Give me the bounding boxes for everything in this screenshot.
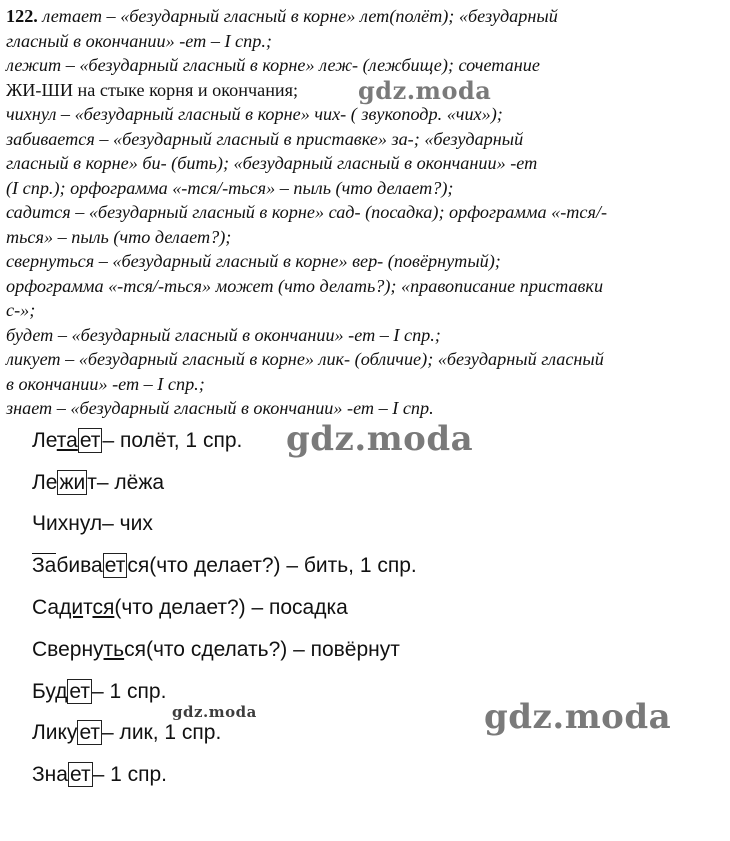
analysis-note: (что делает?) – бить, 1 спр. bbox=[149, 554, 417, 578]
word-analysis bbox=[32, 638, 146, 662]
postfix-part: ся bbox=[124, 637, 146, 661]
ending-box: ет bbox=[79, 428, 101, 452]
ending-part: т bbox=[83, 596, 93, 620]
text-line-6 bbox=[6, 127, 726, 152]
word-analysis bbox=[32, 680, 92, 704]
analysis-row bbox=[32, 504, 722, 546]
text-line-17 bbox=[6, 396, 726, 421]
word-analysis bbox=[32, 429, 102, 453]
line-text: забивается – «безударный гласный в приставке» за-; «безударный bbox=[6, 128, 524, 149]
suffix-part: рну bbox=[69, 637, 104, 661]
line-text: ликует – «безударный гласный в корне» лик- (обличие); «безударный гласный bbox=[6, 349, 604, 369]
line-text: знает – «безударный гласный в окончании» -ет – I спр. bbox=[6, 398, 434, 418]
ending-part: л bbox=[89, 512, 103, 536]
word-analysis bbox=[32, 512, 102, 536]
line-text: (I спр.); орфограмма «-тся/-ться» – пыль (что делает?); bbox=[6, 177, 454, 198]
postfix-part: ся bbox=[92, 596, 115, 620]
prefix-part: За bbox=[32, 554, 57, 578]
line-text: свернуться – «безударный гласный в корне» вер- (повёрнутый); bbox=[6, 251, 501, 271]
root-part: бива bbox=[56, 554, 103, 578]
text-line-10 bbox=[6, 225, 726, 250]
word-part: Чи bbox=[32, 512, 58, 536]
word-part: Ле bbox=[32, 428, 57, 452]
suffix-part: ди bbox=[59, 596, 84, 620]
word-analysis bbox=[32, 554, 149, 578]
analysis-note: – 1 спр. bbox=[92, 763, 167, 787]
text-line-9 bbox=[6, 200, 726, 225]
suffix-part: т bbox=[87, 470, 97, 494]
analysis-row bbox=[32, 545, 722, 587]
text-line-2 bbox=[6, 29, 726, 54]
line-text: летает – «безударный гласный в корне» лет(полёт); «безударный bbox=[42, 6, 558, 26]
text-line-14 bbox=[6, 323, 726, 348]
analysis-row bbox=[32, 629, 722, 671]
root-part: Са bbox=[32, 596, 60, 620]
analysis-row bbox=[32, 587, 722, 629]
line-text: гласный в окончании» -ет – I спр.; bbox=[6, 30, 272, 51]
analysis-note: – чих bbox=[102, 512, 153, 536]
analysis-note: – лёжа bbox=[96, 470, 165, 494]
watermark-logo: gdz.moda bbox=[358, 76, 492, 105]
line-text: орфограмма «-тся/-ться» может (что делать?); «правописание приставки bbox=[6, 275, 604, 296]
text-line-1 bbox=[6, 4, 726, 29]
line-text: будет – «безударный гласный в окончании» -ет – I спр.; bbox=[6, 324, 441, 345]
text-line-11 bbox=[6, 249, 726, 274]
ending-part: ть bbox=[103, 637, 125, 661]
text-line-15 bbox=[6, 347, 726, 372]
text-line-5 bbox=[6, 102, 726, 127]
handwritten-analysis bbox=[32, 420, 722, 796]
postfix-part: ся bbox=[127, 554, 150, 578]
line-text: ться» – пыль (что делает?); bbox=[6, 226, 232, 247]
root-part: та bbox=[56, 428, 78, 452]
exercise-number: 122. bbox=[6, 6, 38, 26]
analysis-note: (что сделать?) – повёрнут bbox=[145, 637, 400, 661]
analysis-note: – 1 спр. bbox=[92, 679, 167, 703]
ending-box: ет bbox=[69, 763, 91, 787]
analysis-row bbox=[32, 754, 722, 796]
text-line-7 bbox=[6, 151, 726, 176]
watermark-logo: gdz.moda bbox=[286, 419, 474, 459]
line-text: в окончании» -ет – I спр.; bbox=[6, 373, 205, 394]
root-part: Лику bbox=[32, 721, 78, 745]
root-part: Зна bbox=[32, 763, 68, 787]
word-part: Ле bbox=[32, 470, 58, 494]
analysis-row bbox=[32, 462, 722, 504]
word-analysis bbox=[32, 471, 97, 495]
word-analysis bbox=[32, 721, 102, 745]
text-line-13 bbox=[6, 298, 726, 323]
line-text: лежит – «безударный гласный в корне» леж- (лежбище); сочетание bbox=[6, 55, 540, 75]
line-text: с-»; bbox=[6, 300, 36, 320]
line-text: гласный в корне» би- (бить); «безударный гласный в окончании» -ет bbox=[6, 153, 538, 173]
analysis-note: – полёт, 1 спр. bbox=[102, 428, 243, 452]
ending-box: ет bbox=[69, 679, 90, 703]
text-line-16 bbox=[6, 372, 726, 397]
text-line-12 bbox=[6, 274, 726, 299]
ending-box: ет bbox=[104, 554, 126, 578]
analysis-note: (что делает?) – посадка bbox=[114, 596, 348, 620]
root-part: Буд bbox=[32, 679, 68, 703]
word-analysis bbox=[32, 763, 93, 787]
word-analysis bbox=[32, 596, 114, 620]
text-line-3 bbox=[6, 53, 726, 78]
ending-box: ет bbox=[79, 721, 101, 745]
text-line-8 bbox=[6, 176, 726, 201]
line-text: ЖИ-ШИ на стыке корня и окончания; bbox=[6, 79, 299, 100]
watermark-logo-small: gdz.moda bbox=[172, 703, 257, 721]
suffix-part: хну bbox=[57, 512, 90, 536]
line-text: садится – «безударный гласный в корне» сад- (посадка); орфограмма «-тся/- bbox=[6, 202, 608, 222]
line-text: чихнул – «безударный гласный в корне» чих- ( звукоподр. «чих»); bbox=[6, 104, 503, 124]
root-part: Све bbox=[32, 637, 70, 661]
exercise-text bbox=[6, 4, 726, 421]
analysis-note: – лик, 1 спр. bbox=[102, 721, 222, 745]
watermark-logo: gdz.moda bbox=[484, 697, 672, 737]
ending-box: жи bbox=[59, 470, 86, 494]
